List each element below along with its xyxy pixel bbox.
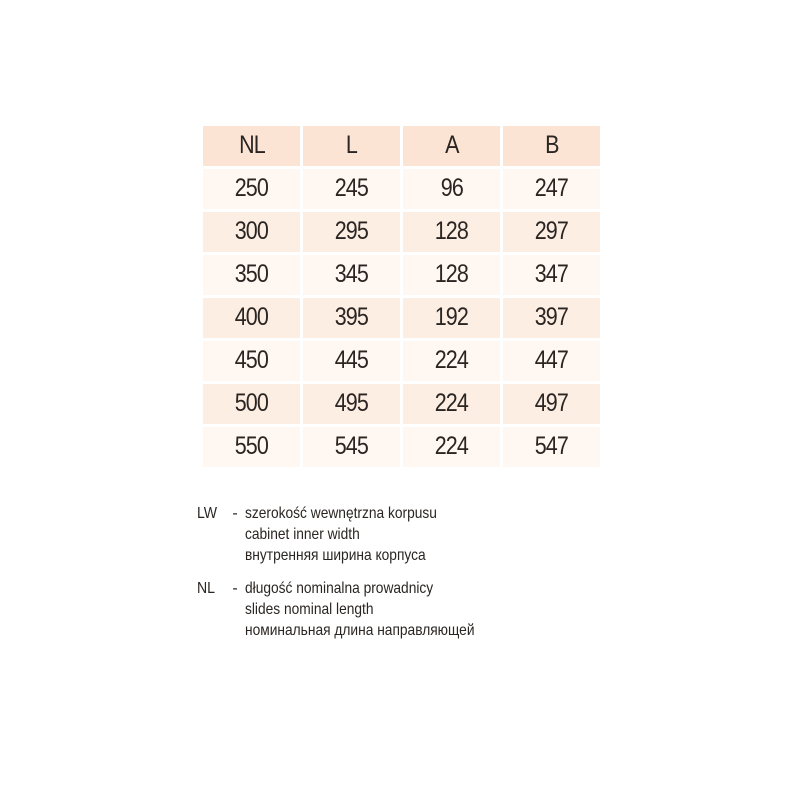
table-cell: 447 xyxy=(503,341,600,381)
header-cell-l: L xyxy=(303,126,400,166)
table-cell: 297 xyxy=(503,212,600,252)
table-header-row xyxy=(203,126,600,166)
table-cell: 500 xyxy=(203,384,300,424)
table-cell: 245 xyxy=(303,169,400,209)
legend-line-russian: номинальная длина направляющей xyxy=(245,622,475,639)
header-cell-nl: NL xyxy=(203,126,300,166)
table-cell: 247 xyxy=(503,169,600,209)
table-cell: 450 xyxy=(203,341,300,381)
table-row xyxy=(203,298,600,338)
table-cell: 250 xyxy=(203,169,300,209)
table-cell: 347 xyxy=(503,255,600,295)
table-row xyxy=(203,212,600,252)
legend-key: LW xyxy=(197,505,218,522)
table-cell: 445 xyxy=(303,341,400,381)
table-row xyxy=(203,427,600,467)
table-row xyxy=(203,384,600,424)
table-cell: 547 xyxy=(503,427,600,467)
legend-entry-lw xyxy=(197,503,597,566)
header-cell-b: B xyxy=(503,126,600,166)
legend xyxy=(197,503,597,653)
table-row xyxy=(203,255,600,295)
table-cell: 96 xyxy=(403,169,500,209)
legend-key: NL xyxy=(197,580,215,597)
table-cell: 550 xyxy=(203,427,300,467)
dimensions-table xyxy=(203,126,600,470)
table-cell: 224 xyxy=(403,384,500,424)
table-cell: 497 xyxy=(503,384,600,424)
header-cell-a: A xyxy=(403,126,500,166)
table-cell: 350 xyxy=(203,255,300,295)
table-cell: 224 xyxy=(403,341,500,381)
legend-description xyxy=(245,578,512,641)
table-cell: 397 xyxy=(503,298,600,338)
table-cell: 495 xyxy=(303,384,400,424)
table-cell: 128 xyxy=(403,212,500,252)
table-row xyxy=(203,341,600,381)
table-cell: 224 xyxy=(403,427,500,467)
table-cell: 345 xyxy=(303,255,400,295)
table-cell: 300 xyxy=(203,212,300,252)
legend-description xyxy=(245,503,468,566)
table-cell: 400 xyxy=(203,298,300,338)
table-cell: 395 xyxy=(303,298,400,338)
legend-entry-nl xyxy=(197,578,597,641)
table-cell: 545 xyxy=(303,427,400,467)
table-cell: 128 xyxy=(403,255,500,295)
table-row xyxy=(203,169,600,209)
legend-line-polish: długość nominalna prowadnicy xyxy=(245,580,434,597)
legend-line-polish: szerokość wewnętrzna korpusu xyxy=(245,505,437,522)
legend-line-russian: внутренняя ширина корпуса xyxy=(245,547,426,564)
legend-separator: - xyxy=(232,505,238,522)
table-cell: 295 xyxy=(303,212,400,252)
table-cell: 192 xyxy=(403,298,500,338)
legend-separator: - xyxy=(232,580,238,597)
legend-line-english: slides nominal length xyxy=(245,601,374,618)
legend-line-english: cabinet inner width xyxy=(245,526,360,543)
